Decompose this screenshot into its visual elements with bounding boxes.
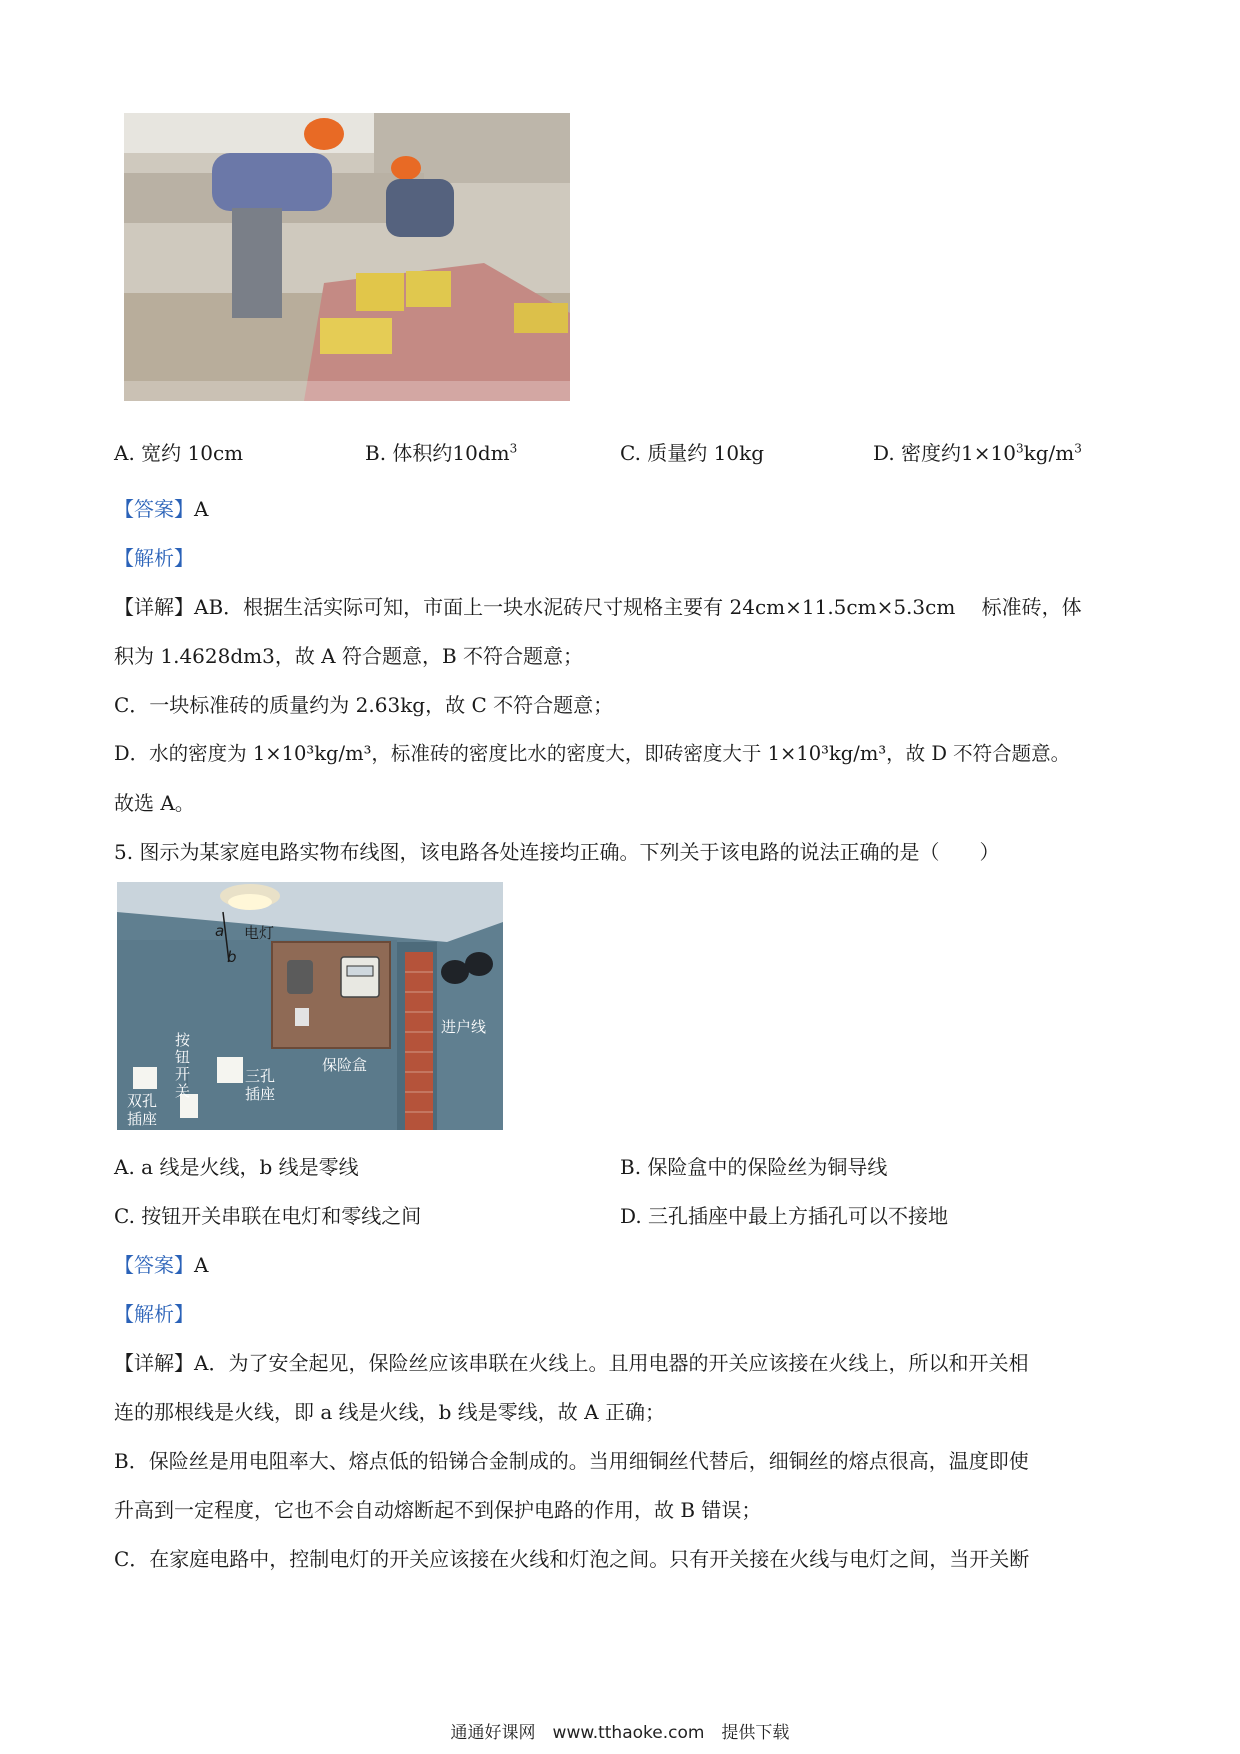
brick-laying-photo-drawing [124, 113, 570, 401]
q4-detail-line-3: C．一块标准砖的质量约为 2.63kg，故 C 不符合题意； [114, 693, 614, 717]
diagram-label-three-hole: 三孔插座 [245, 1067, 276, 1103]
q5-analysis-tag [114, 1301, 194, 1327]
q5-option-d: D. 三孔插座中最上方插孔可以不接地 [620, 1204, 949, 1228]
q4-option-d-prefix: D. 密度约 [873, 441, 962, 465]
q4-option-c: C. 质量约 10kg [620, 441, 765, 465]
q4-option-d-sup: 3 [1015, 441, 1024, 456]
q5-option-a: A. a 线是火线，b 线是零线 [114, 1155, 359, 1179]
q4-detail-line-5: 故选 A。 [114, 791, 195, 815]
q4-detail-tag: 【详解】 [114, 595, 194, 619]
q4-option-b-prefix: B. 体积约 [365, 441, 453, 465]
q5-stem: 5. 图示为某家庭电路实物布线图，该电路各处连接均正确。下列关于该电路的说法正确的是（ ） [114, 840, 1000, 864]
q4-option-b-sup: 3 [509, 441, 518, 456]
q4-detail-line-4: D．水的密度为 1×10³kg/m³，标准砖的密度比水的密度大，即砖密度大于 1×10³kg/m³，故 D 不符合题意。 [114, 742, 1071, 765]
diagram-label-incoming: 进户线 [441, 1018, 487, 1036]
q5-answer-tag: 【答案】 [114, 1253, 194, 1277]
q5-option-c: C. 按钮开关串联在电灯和零线之间 [114, 1204, 422, 1228]
diagram-label-button-switch: 按钮开关 [175, 1031, 191, 1100]
q5-option-b: B. 保险盒中的保险丝为铜导线 [620, 1155, 888, 1179]
q4-option-d [873, 440, 1082, 466]
q5-detail-text-1: A．为了安全起见，保险丝应该串联在火线上。且用电器的开关应该接在火线上，所以和开关相 [194, 1351, 1029, 1375]
q4-answer: A [194, 497, 209, 521]
q4-option-b [365, 440, 517, 466]
q5-detail-line-2: 连的那根线是火线，即 a 线是火线，b 线是零线，故 A 正确； [114, 1400, 665, 1424]
diagram-label-fuse-box: 保险盒 [322, 1056, 368, 1074]
page-footer: 通通好课网 www.tthaoke.com 提供下载 [450, 1723, 790, 1743]
diagram-label-a: a [215, 922, 225, 940]
q5-analysis-label: 【解析】 [114, 1302, 194, 1326]
q4-option-d-unit-sup: 3 [1074, 441, 1082, 456]
q5-detail-line-5: C．在家庭电路中，控制电灯的开关应该接在火线和灯泡之间。只有开关接在火线与电灯之间，当开关断 [114, 1547, 1030, 1571]
q4-option-d-value: 1×10 [961, 441, 1016, 465]
q5-detail-line-1 [114, 1350, 1028, 1376]
diagram-label-b: b [227, 948, 237, 966]
q4-detail-text-1: AB．根据生活实际可知，市面上一块水泥砖尺寸规格主要有 24cm×11.5cm×5.3cm 标准砖，体 [194, 595, 1082, 619]
q4-detail-line-2: 积为 1.4628dm3，故 A 符合题意，B 不符合题意； [114, 644, 584, 668]
brick-laying-photo [124, 113, 570, 401]
circuit-diagram [117, 882, 503, 1130]
q4-option-b-value: 10dm [452, 441, 510, 465]
q4-analysis-tag [114, 545, 194, 571]
diagram-label-two-hole: 双孔插座 [127, 1092, 158, 1128]
diagram-label-lamp: 电灯 [244, 924, 275, 942]
q5-detail-tag: 【详解】 [114, 1351, 194, 1375]
q4-option-a: A. 宽约 10cm [114, 441, 244, 465]
q5-answer-line [114, 1252, 208, 1278]
q4-answer-tag: 【答案】 [114, 497, 194, 521]
q4-detail-line-1 [114, 594, 1082, 620]
q5-detail-line-4: 升高到一定程度，它也不会自动熔断起不到保护电路的作用，故 B 错误； [114, 1498, 762, 1522]
q4-answer-line [114, 496, 208, 522]
q5-answer: A [194, 1253, 209, 1277]
q5-detail-line-3: B．保险丝是用电阻率大、熔点低的铅锑合金制成的。当用细铜丝代替后，细铜丝的熔点很高，温度即使 [114, 1449, 1029, 1473]
q4-option-d-unit: kg/m [1023, 441, 1075, 465]
q4-analysis-label: 【解析】 [114, 546, 194, 570]
